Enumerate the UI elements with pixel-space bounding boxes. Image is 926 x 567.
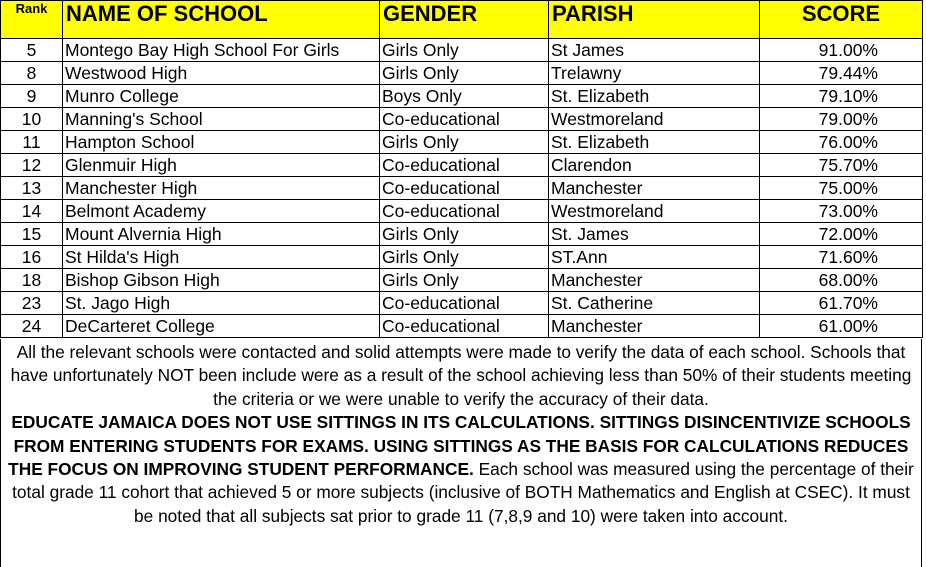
school-name-cell[interactable]: Belmont Academy	[63, 200, 380, 223]
gender-cell[interactable]: Co-educational	[380, 200, 549, 223]
table-row	[1, 223, 923, 246]
gender-cell[interactable]: Co-educational	[380, 108, 549, 131]
gender-cell[interactable]: Girls Only	[380, 269, 549, 292]
gender-cell[interactable]: Girls Only	[380, 62, 549, 85]
table-row	[1, 85, 923, 108]
school-name-cell[interactable]: Hampton School	[63, 131, 380, 154]
notes-sittings-statement: EDUCATE JAMAICA DOES NOT USE SITTINGS IN ITS CALCULATIONS. SITTINGS DISINCENTIVIZE SCHOOLS FROM ENTERING STUDENTS FOR EXAMS. USING SITTINGS AS THE BASIS FOR CALCULATIONS REDUCES THE FOCUS ON IMPROVING STUDENT PERFORMANCE.	[8, 412, 911, 480]
column-header-parish[interactable]: PARISH	[549, 1, 760, 39]
school-name-cell[interactable]: Montego Bay High School For Girls	[63, 39, 380, 62]
school-name-cell[interactable]: Glenmuir High	[63, 154, 380, 177]
rank-cell[interactable]: 18	[1, 269, 63, 292]
parish-cell[interactable]: Manchester	[549, 315, 760, 338]
school-name-cell[interactable]: Manning's School	[63, 108, 380, 131]
parish-cell[interactable]: Manchester	[549, 177, 760, 200]
gender-cell[interactable]: Co-educational	[380, 315, 549, 338]
score-cell[interactable]: 61.70%	[760, 292, 923, 315]
table-row	[1, 131, 923, 154]
notes-paragraph	[1, 341, 921, 411]
methodology-notes[interactable]	[0, 339, 922, 567]
column-header-rank[interactable]: Rank	[1, 1, 63, 39]
score-cell[interactable]: 79.44%	[760, 62, 923, 85]
parish-cell[interactable]: St. James	[549, 223, 760, 246]
table-row	[1, 108, 923, 131]
score-cell[interactable]: 75.70%	[760, 154, 923, 177]
notes-verification-text: All the relevant schools were contacted and solid attempts were made to verify the data of each school. Schools that have unfortunately NOT been include were as a result of the school achieving less than 50% of their students meeting the criteria or we were unable to verify the accuracy of their data.	[10, 342, 912, 409]
parish-cell[interactable]: St. Catherine	[549, 292, 760, 315]
rank-cell[interactable]: 8	[1, 62, 63, 85]
table-row	[1, 62, 923, 85]
column-header-name[interactable]: NAME OF SCHOOL	[63, 1, 380, 39]
gender-cell[interactable]: Girls Only	[380, 39, 549, 62]
table-row	[1, 246, 923, 269]
parish-cell[interactable]: Westmoreland	[549, 108, 760, 131]
score-cell[interactable]: 79.10%	[760, 85, 923, 108]
parish-cell[interactable]: St James	[549, 39, 760, 62]
table-row	[1, 177, 923, 200]
rank-cell[interactable]: 24	[1, 315, 63, 338]
school-name-cell[interactable]: DeCarteret College	[63, 315, 380, 338]
school-name-cell[interactable]: St. Jago High	[63, 292, 380, 315]
score-cell[interactable]: 61.00%	[760, 315, 923, 338]
table-row	[1, 39, 923, 62]
school-name-cell[interactable]: St Hilda's High	[63, 246, 380, 269]
rank-cell[interactable]: 9	[1, 85, 63, 108]
school-name-cell[interactable]: Westwood High	[63, 62, 380, 85]
gender-cell[interactable]: Co-educational	[380, 177, 549, 200]
parish-cell[interactable]: Westmoreland	[549, 200, 760, 223]
parish-cell[interactable]: Manchester	[549, 269, 760, 292]
score-cell[interactable]: 75.00%	[760, 177, 923, 200]
header-row	[1, 1, 923, 39]
school-name-cell[interactable]: Bishop Gibson High	[63, 269, 380, 292]
rank-cell[interactable]: 16	[1, 246, 63, 269]
score-cell[interactable]: 91.00%	[760, 39, 923, 62]
rank-cell[interactable]: 15	[1, 223, 63, 246]
school-name-cell[interactable]: Manchester High	[63, 177, 380, 200]
gender-cell[interactable]: Boys Only	[380, 85, 549, 108]
parish-cell[interactable]: St. Elizabeth	[549, 131, 760, 154]
gender-cell[interactable]: Co-educational	[380, 292, 549, 315]
rank-cell[interactable]: 13	[1, 177, 63, 200]
notes-measurement-text: Each school was measured using the percentage of their total grade 11 cohort that achieved 5 or more subjects (inclusive of BOTH Mathematics and English at CSEC). It must be noted that all subjects sat prior to grade 11 (7,8,9 and 10) were taken into account.	[12, 459, 914, 526]
notes-paragraph	[1, 411, 921, 528]
score-cell[interactable]: 68.00%	[760, 269, 923, 292]
table-row	[1, 292, 923, 315]
gender-cell[interactable]: Girls Only	[380, 223, 549, 246]
column-header-gender[interactable]: GENDER	[380, 1, 549, 39]
score-cell[interactable]: 76.00%	[760, 131, 923, 154]
rank-cell[interactable]: 11	[1, 131, 63, 154]
table-row	[1, 200, 923, 223]
score-cell[interactable]: 73.00%	[760, 200, 923, 223]
gender-cell[interactable]: Girls Only	[380, 246, 549, 269]
rank-cell[interactable]: 23	[1, 292, 63, 315]
parish-cell[interactable]: St. Elizabeth	[549, 85, 760, 108]
score-cell[interactable]: 71.60%	[760, 246, 923, 269]
score-cell[interactable]: 79.00%	[760, 108, 923, 131]
gender-cell[interactable]: Girls Only	[380, 131, 549, 154]
parish-cell[interactable]: Trelawny	[549, 62, 760, 85]
rank-cell[interactable]: 14	[1, 200, 63, 223]
table-row	[1, 269, 923, 292]
table-row	[1, 315, 923, 338]
parish-cell[interactable]: Clarendon	[549, 154, 760, 177]
gender-cell[interactable]: Co-educational	[380, 154, 549, 177]
rank-cell[interactable]: 5	[1, 39, 63, 62]
table-row	[1, 154, 923, 177]
school-name-cell[interactable]: Munro College	[63, 85, 380, 108]
column-header-score[interactable]: SCORE	[760, 1, 923, 39]
parish-cell[interactable]: ST.Ann	[549, 246, 760, 269]
school-name-cell[interactable]: Mount Alvernia High	[63, 223, 380, 246]
score-cell[interactable]: 72.00%	[760, 223, 923, 246]
rank-cell[interactable]: 10	[1, 108, 63, 131]
rank-cell[interactable]: 12	[1, 154, 63, 177]
